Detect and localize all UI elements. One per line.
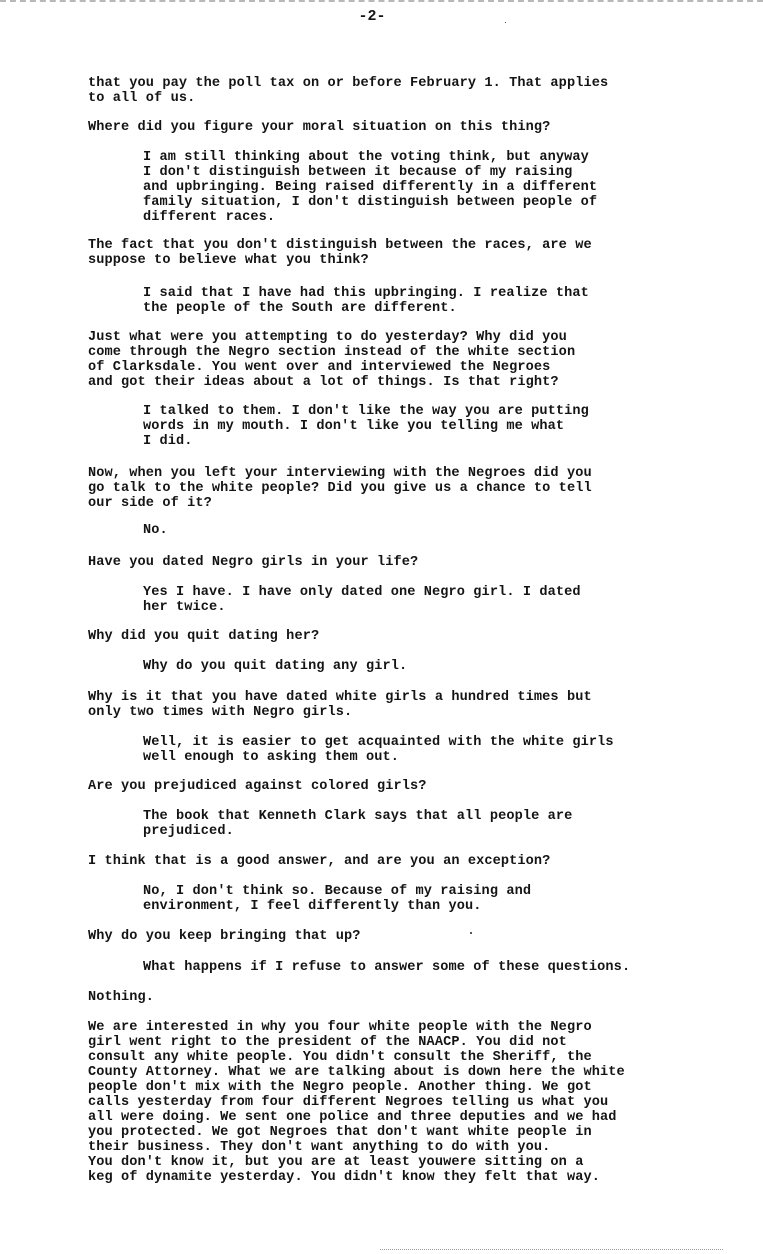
answer-paragraph: What happens if I refuse to answer some of these questions. xyxy=(143,960,631,975)
scan-speck xyxy=(470,932,472,934)
answer-paragraph: No, I don't think so. Because of my raising and environment, I feel differently than you. xyxy=(143,884,532,914)
scan-speck xyxy=(505,22,506,23)
answer-paragraph: Why do you quit dating any girl. xyxy=(143,659,408,674)
answer-paragraph: No. xyxy=(143,523,168,538)
answer-paragraph: Yes I have. I have only dated one Negro girl. I dated her twice. xyxy=(143,585,581,615)
answer-paragraph: I said that I have had this upbringing. I realize that the people of the South are different. xyxy=(143,286,589,316)
question-paragraph: Where did you figure your moral situation on this thing? xyxy=(88,120,551,135)
answer-paragraph: The book that Kenneth Clark says that all people are prejudiced. xyxy=(143,809,573,839)
question-paragraph: Just what were you attempting to do yesterday? Why did you come through the Negro section instead of the white section of Clarksdale. You went over and interviewed the Negroes and got their ideas about a lot of things. Is that right? xyxy=(88,330,576,390)
bottom-edge-dashes xyxy=(380,1249,723,1250)
question-paragraph: Have you dated Negro girls in your life? xyxy=(88,555,419,570)
question-paragraph: Why did you quit dating her? xyxy=(88,629,320,644)
question-paragraph: I think that is a good answer, and are you an exception? xyxy=(88,854,551,869)
question-paragraph: Why do you keep bringing that up? xyxy=(88,929,361,944)
answer-paragraph: I am still thinking about the voting think, but anyway I don't distinguish between it because of my raising and upbringing. Being raised differently in a different family situation, I don't distinguish between people of different races. xyxy=(143,150,598,225)
page-number: -2- xyxy=(358,8,386,25)
question-paragraph: Are you prejudiced against colored girls? xyxy=(88,779,427,794)
question-paragraph: Now, when you left your interviewing with the Negroes did you go talk to the white people? Did you give us a chance to tell our side of it? xyxy=(88,466,592,511)
question-paragraph: Why is it that you have dated white girls a hundred times but only two times with Negro girls. xyxy=(88,690,592,720)
top-edge-dashes xyxy=(0,0,763,6)
question-paragraph: that you pay the poll tax on or before February 1. That applies to all of us. xyxy=(88,76,609,106)
answer-paragraph: I talked to them. I don't like the way you are putting words in my mouth. I don't like you telling me what I did. xyxy=(143,404,589,449)
question-paragraph: Nothing. xyxy=(88,990,155,1005)
question-paragraph: We are interested in why you four white people with the Negro girl went right to the president of the NAACP. You did not consult any white people. You didn't consult the Sheriff, the County Attorney. What we are talking about is down here the white people don't mix with the Negro people. Another thing. We got calls yesterday from four different Negroes telling us what you all were doing. We sent one police and three deputies and we had you protected. We got Negroes that don't want white people in their business. They don't want anything to do with you. You don't know it, but you are at least youwere sitting on a keg of dynamite yesterday. You didn't know they felt that way. xyxy=(88,1020,625,1185)
question-paragraph: The fact that you don't distinguish between the races, are we suppose to believe what you think? xyxy=(88,238,592,268)
answer-paragraph: Well, it is easier to get acquainted with the white girls well enough to asking them out. xyxy=(143,735,614,765)
